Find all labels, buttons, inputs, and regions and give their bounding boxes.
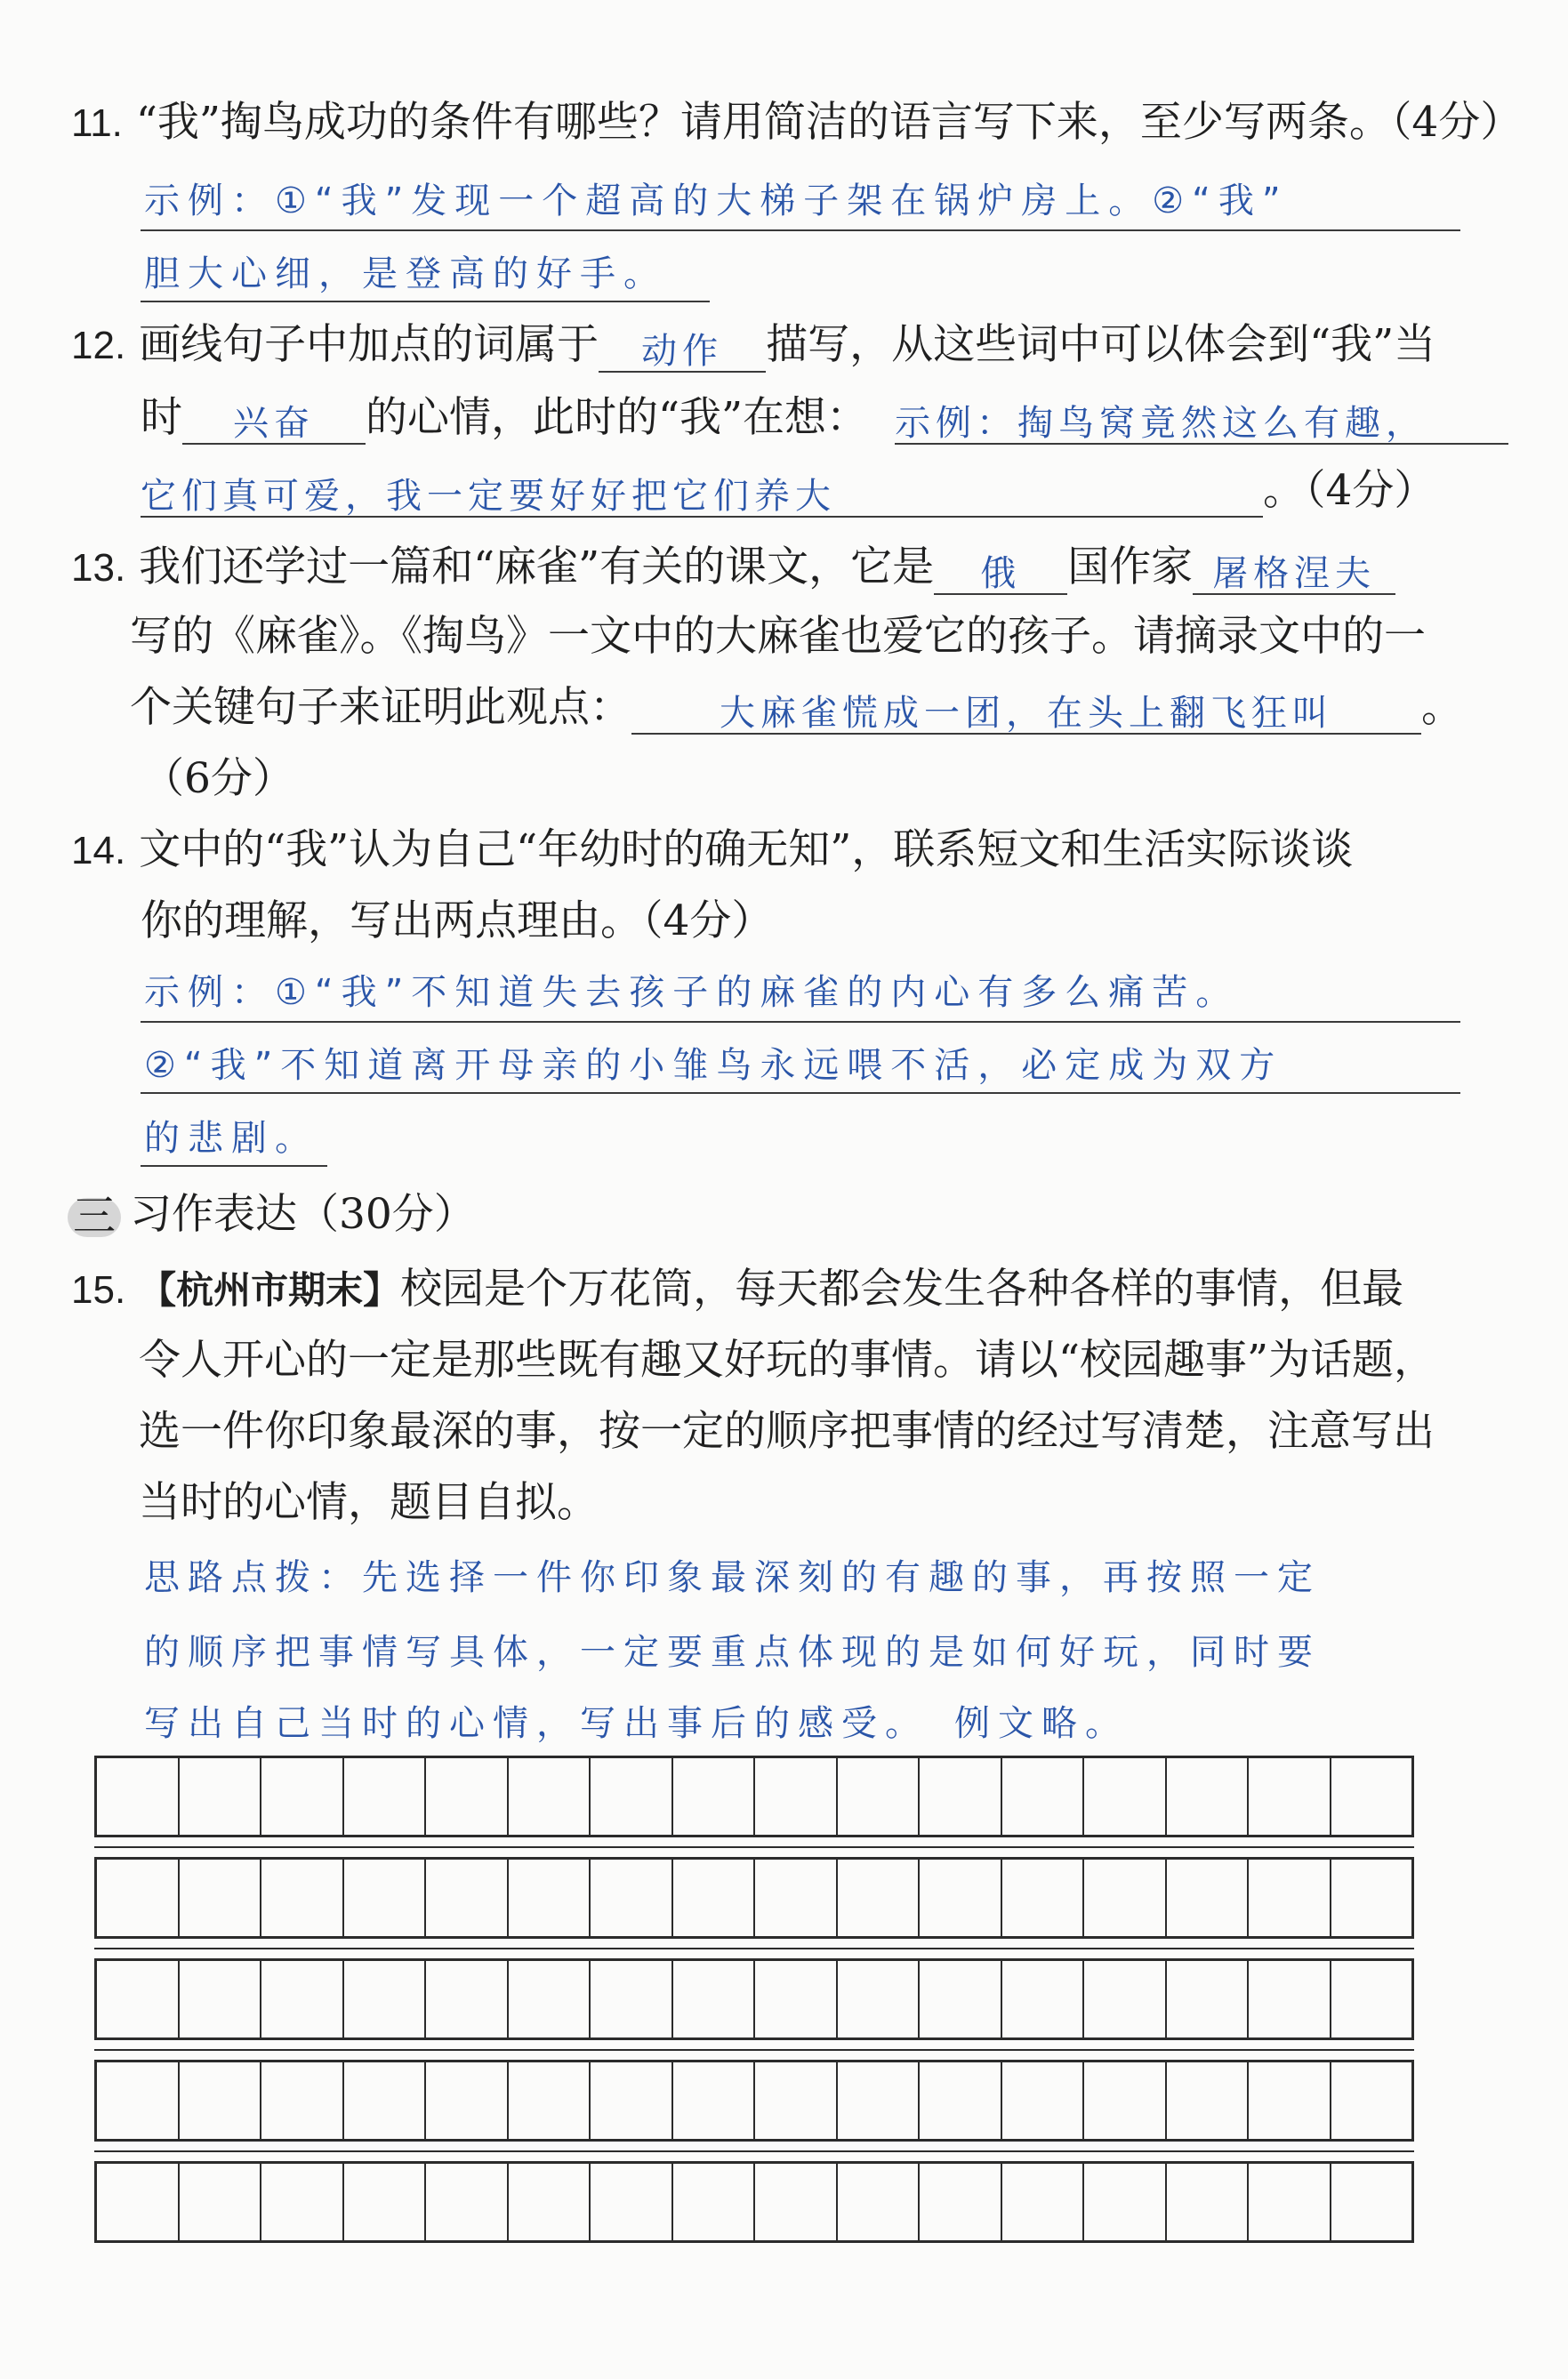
q13-text-d: 个关键句子来证明此观点： — [130, 683, 631, 732]
q13-text-e: 。 — [1421, 683, 1463, 732]
q11-number: 11. — [71, 101, 123, 145]
grid-divider — [94, 1846, 1414, 1848]
q12-blank4-answer: 它们真可爱，我一定要好好把它们养大 — [141, 476, 836, 517]
q15-line4: 当时的心情，题目自拟。 — [139, 1478, 599, 1527]
q12-blank1 — [599, 323, 766, 373]
q15-hint-line1: 思路点拨：先选择一件你印象最深刻的有趣的事，再按照一定 — [144, 1557, 1321, 1598]
grid-row[interactable] — [94, 1857, 1414, 1939]
q12-line3 — [141, 464, 1435, 518]
grid-row[interactable] — [94, 2060, 1414, 2142]
q15-line3: 选一件你印象最深的事，按一定的顺序把事情的经过写清楚，注意写出 — [139, 1407, 1435, 1456]
q14-answer-line1: 示例：①“我”不知道失去孩子的麻雀的内心有多么痛苦。 — [144, 972, 1240, 1013]
q13-text-b: 国作家 — [1067, 543, 1194, 591]
q13-blank2 — [1193, 545, 1395, 595]
q12-text-e: 。（4分） — [1263, 466, 1436, 515]
answer-line — [141, 229, 1460, 231]
q15-source: 【杭州市期末】 — [139, 1268, 401, 1312]
grid-divider — [94, 2049, 1414, 2051]
q12-text-a: 画线句子中加点的词属于 — [139, 320, 599, 369]
q12-text-b: 描写，从这些词中可以体会到“我”当 — [766, 320, 1436, 369]
q11-answer-line2: 胆大心细，是登高的好手。 — [144, 253, 667, 294]
q13-text-a: 我们还学过一篇和“麻雀”有关的课文，它是 — [139, 543, 935, 591]
q14-answer-line3: 的悲剧。 — [144, 1118, 318, 1159]
q13-blank2-answer: 屠格涅夫 — [1212, 553, 1377, 594]
q12-blank3-answer: 示例：掏鸟窝竟然这么有趣， — [895, 403, 1427, 444]
grid-divider — [94, 1948, 1414, 1949]
answer-line — [141, 1092, 1460, 1094]
q13-number: 13. — [71, 546, 126, 590]
q12-text-c: 时 — [141, 393, 182, 442]
q15-text-line1: 校园是个万花筒，每天都会发生各种各样的事情，但最 — [400, 1265, 1404, 1314]
section3-header — [68, 1188, 476, 1242]
q12-blank2-answer: 兴奋 — [233, 403, 315, 444]
q12-line1 — [71, 318, 1435, 372]
q13-line1 — [71, 541, 1395, 594]
q13-score: （6分） — [142, 754, 294, 803]
q15-hint-line2: 的顺序把事情写具体，一定要重点体现的是如何好玩，同时要 — [144, 1632, 1321, 1673]
q14-line1 — [71, 824, 1353, 877]
grid-row[interactable] — [94, 1958, 1414, 2040]
section3-title: 习作表达 — [130, 1190, 297, 1239]
section-number: 三 — [73, 1191, 117, 1241]
q15-hint-line3: 写出自己当时的心情，写出事后的感受。 例文略。 — [144, 1703, 1129, 1744]
q13-blank1-answer: 俄 — [980, 553, 1022, 594]
section-number-badge — [68, 1191, 121, 1241]
grid-row[interactable] — [94, 2161, 1414, 2243]
q13-line3 — [130, 681, 1463, 735]
q14-number: 14. — [71, 829, 126, 872]
q11-question — [71, 96, 1522, 149]
q13-blank1 — [934, 545, 1067, 595]
q12-blank2 — [182, 395, 366, 445]
q11-answer-line1: 示例：①“我”发现一个超高的大梯子架在锅炉房上。②“我” — [144, 181, 1289, 221]
q11-question-text: “我”掏鸟成功的条件有哪些？请用简洁的语言写下来，至少写两条。（4分） — [135, 98, 1523, 147]
grid-row[interactable] — [94, 1756, 1414, 1837]
q12-blank3 — [895, 395, 1508, 445]
q12-line2 — [141, 391, 1508, 445]
q14-text-a: 文中的“我”认为自己“年幼时的确无知”，联系短文和生活实际谈谈 — [139, 825, 1354, 874]
q13-blank3-answer: 大麻雀慌成一团，在头上翻飞狂叫 — [720, 693, 1333, 734]
q12-text-d: 的心情，此时的“我”在想： — [366, 393, 869, 442]
answer-line — [141, 1021, 1460, 1023]
answer-line — [141, 301, 710, 302]
section3-score: （30分） — [297, 1190, 476, 1239]
q15-line1 — [71, 1263, 1403, 1316]
q15-number: 15. — [71, 1268, 126, 1312]
q12-number: 12. — [71, 324, 126, 367]
q12-blank1-answer: 动作 — [641, 331, 724, 372]
q13-line2: 写的《麻雀》。《掏鸟》一文中的大麻雀也爱它的孩子。请摘录文中的一 — [130, 612, 1426, 661]
q14-line2: 你的理解，写出两点理由。（4分） — [141, 896, 774, 945]
q14-answer-line2: ②“我”不知道离开母亲的小雏鸟永远喂不活，必定成为双方 — [144, 1045, 1283, 1086]
grid-divider — [94, 2150, 1414, 2152]
q15-line2: 令人开心的一定是那些既有趣又好玩的事情。请以“校园趣事”为话题， — [139, 1336, 1436, 1385]
q13-blank3 — [631, 685, 1421, 735]
answer-line — [141, 1165, 327, 1167]
q12-blank4 — [141, 468, 1263, 518]
